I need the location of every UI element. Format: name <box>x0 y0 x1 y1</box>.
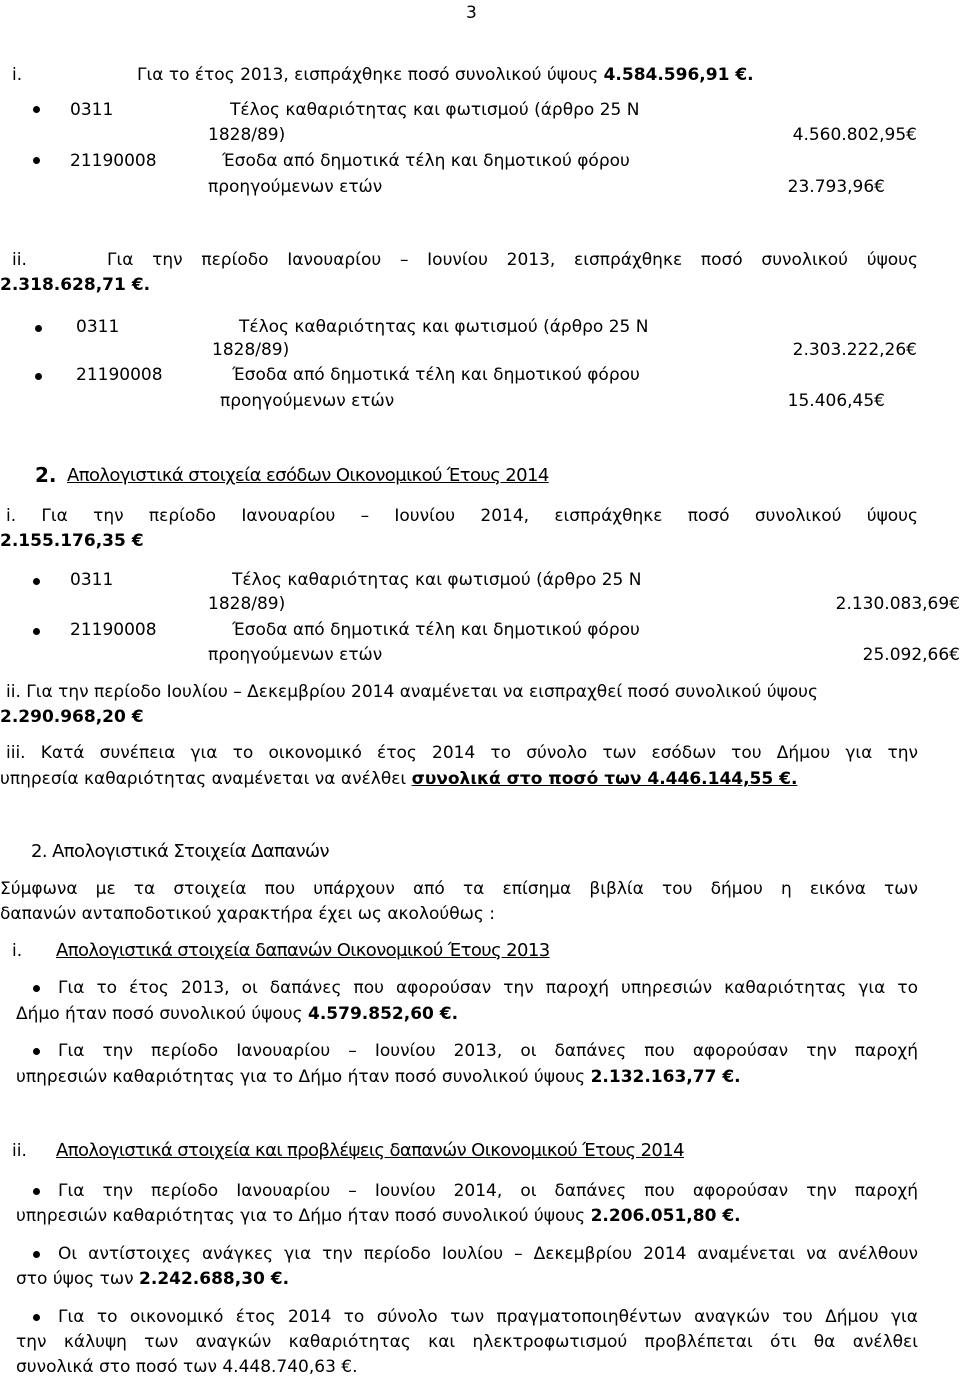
expense-text: Οι αντίστοιχες ανάγκες για την περίοδο Ιουλίου – Δεκεμβρίου 2014 αναμένεται να ανέλθουν <box>58 1244 918 1264</box>
revenue-desc: Έσοδα από δημοτικά τέλη και δημοτικού φόρου <box>232 365 640 385</box>
page-number: 3 <box>466 3 477 23</box>
item-i-amount: 2.155.176,35 € <box>0 531 144 551</box>
subsection-ii-heading: Απολογιστικά στοιχεία και προβλέψεις δαπανών Οικονομικού Έτους 2014 <box>56 1140 684 1161</box>
section-number: 2. <box>35 463 57 487</box>
item-iii-text-pre: υπηρεσία καθαριότητας αναμένεται να ανέλθει <box>0 769 412 789</box>
revenue-amount: 23.793,96€ <box>787 177 885 197</box>
revenue-desc: 1828/89) <box>212 340 290 360</box>
item-iii-text-line2 <box>0 768 797 790</box>
subsection-ii-marker: ii. <box>12 1141 27 1161</box>
bullet <box>33 985 40 992</box>
revenue-code: 0311 <box>70 570 114 590</box>
expense-text-pre: στο ύψος των <box>16 1269 140 1289</box>
expenses-heading: 2. Απολογιστικά Στοιχεία Δαπανών <box>31 841 329 862</box>
revenue-desc: 1828/89) <box>208 594 286 614</box>
expense-amount: 2.206.051,80 €. <box>590 1206 741 1226</box>
revenue-desc: προηγούμενων ετών <box>208 645 383 665</box>
subsection-i-marker: i. <box>12 941 23 961</box>
revenue-desc: Τέλος καθαριότητας και φωτισμού (άρθρο 25 Ν <box>239 317 649 337</box>
revenue-code: 21190008 <box>70 620 157 640</box>
item-i-text: i. Για την περίοδο Ιανουαρίου – Ιουνίου 2014, εισπράχθηκε ποσό συνολικού ύψους <box>6 506 918 526</box>
item-ii-amount: 2.318.628,71 €. <box>0 275 151 295</box>
item-i-text-pre: Για το έτος 2013, εισπράχθηκε ποσό συνολικού ύψους <box>137 65 604 85</box>
bullet <box>33 1048 40 1055</box>
item-ii-text: Για την περίοδο Ιανουαρίου – Ιουνίου 2013, εισπράχθηκε ποσό συνολικού ύψους <box>107 250 918 270</box>
revenue-code: 21190008 <box>70 151 157 171</box>
expense-text-pre: υπηρεσιών καθαριότητας για το Δήμο ήταν ποσό συνολικού ύψους <box>16 1067 591 1087</box>
bullet <box>33 628 40 635</box>
item-i-text <box>137 64 754 86</box>
item-i-marker: i. <box>12 65 23 85</box>
expense-amount: 4.579.852,60 €. <box>308 1004 459 1024</box>
revenue-code: 21190008 <box>76 365 163 385</box>
revenue-code: 0311 <box>70 100 114 120</box>
revenue-desc: Έσοδα από δημοτικά τέλη και δημοτικού φόρου <box>222 151 630 171</box>
item-i-amount: 4.584.596,91 €. <box>603 65 754 85</box>
expense-text: Για το οικονομικό έτος 2014 το σύνολο των πραγματοποιηθέντων αναγκών του Δήμου για <box>58 1307 918 1327</box>
item-ii-marker: ii. <box>12 250 27 270</box>
expense-text: την κάλυψη των αναγκών καθαριότητας και ηλεκτροφωτισμού προβλέπεται ότι θα ανέλθει <box>16 1332 918 1352</box>
expense-text: συνολικά στο ποσό των 4.448.740,63 €. <box>16 1357 358 1377</box>
expense-text-pre: Δήμο ήταν ποσό συνολικού ύψους <box>16 1004 309 1024</box>
expense-text: Για την περίοδο Ιανουαρίου – Ιουνίου 2014, οι δαπάνες που αφορούσαν την παροχή <box>58 1181 918 1201</box>
revenue-amount: 15.406,45€ <box>787 391 885 411</box>
bullet <box>35 373 42 380</box>
section-heading: Απολογιστικά στοιχεία εσόδων Οικονομικού Έτους 2014 <box>67 465 549 486</box>
bullet <box>33 578 40 585</box>
revenue-code: 0311 <box>76 317 120 337</box>
item-iii-text: iii. Κατά συνέπεια για το οικονομικό έτος 2014 το σύνολο των εσόδων του Δήμου για την <box>6 743 918 763</box>
revenue-desc: προηγούμενων ετών <box>220 391 395 411</box>
bullet <box>35 325 42 332</box>
subsection-i-heading: Απολογιστικά στοιχεία δαπανών Οικονομικού Έτους 2013 <box>56 940 550 961</box>
expense-text-line2 <box>16 1003 458 1025</box>
revenue-desc: Έσοδα από δημοτικά τέλη και δημοτικού φόρου <box>232 620 640 640</box>
expense-text-line2 <box>16 1066 741 1088</box>
item-ii-amount: 2.290.968,20 € <box>0 707 144 727</box>
bullet <box>33 1314 40 1321</box>
expenses-intro: Σύμφωνα με τα στοιχεία που υπάρχουν από τα επίσημα βιβλία του δήμου η εικόνα των <box>0 879 918 899</box>
expense-text-line2 <box>16 1268 289 1290</box>
revenue-amount: 4.560.802,95€ <box>792 125 917 145</box>
expense-text-line2 <box>16 1205 741 1227</box>
item-ii-text: ii. Για την περίοδο Ιουλίου – Δεκεμβρίου 2014 αναμένεται να εισπραχθεί ποσό συνολικού ύψους <box>6 682 818 702</box>
revenue-amount: 25.092,66€ <box>862 645 960 665</box>
item-iii-total: συνολικά στο ποσό των 4.446.144,55 €. <box>411 769 798 789</box>
revenue-desc: Τέλος καθαριότητας και φωτισμού (άρθρο 25 Ν <box>232 570 642 590</box>
expense-amount: 2.242.688,30 €. <box>139 1269 290 1289</box>
expense-text: Για την περίοδο Ιανουαρίου – Ιουνίου 2013, οι δαπάνες που αφορούσαν την παροχή <box>58 1041 918 1061</box>
revenue-amount: 2.303.222,26€ <box>792 340 917 360</box>
bullet <box>33 1251 40 1258</box>
revenue-desc: Τέλος καθαριότητας και φωτισμού (άρθρο 25 Ν <box>230 100 640 120</box>
revenue-desc: προηγούμενων ετών <box>208 177 383 197</box>
bullet <box>33 1188 40 1195</box>
expense-text-pre: υπηρεσιών καθαριότητας για το Δήμο ήταν ποσό συνολικού ύψους <box>16 1206 591 1226</box>
revenue-amount: 2.130.083,69€ <box>835 594 960 614</box>
revenue-desc: 1828/89) <box>208 125 286 145</box>
bullet <box>33 157 40 164</box>
expense-text: Για το έτος 2013, οι δαπάνες που αφορούσαν την παροχή υπηρεσιών καθαριότητας για το <box>58 978 918 998</box>
expense-amount: 2.132.163,77 €. <box>590 1067 741 1087</box>
bullet <box>33 106 40 113</box>
expenses-intro: δαπανών ανταποδοτικού χαρακτήρα έχει ως ακολούθως : <box>0 904 496 924</box>
